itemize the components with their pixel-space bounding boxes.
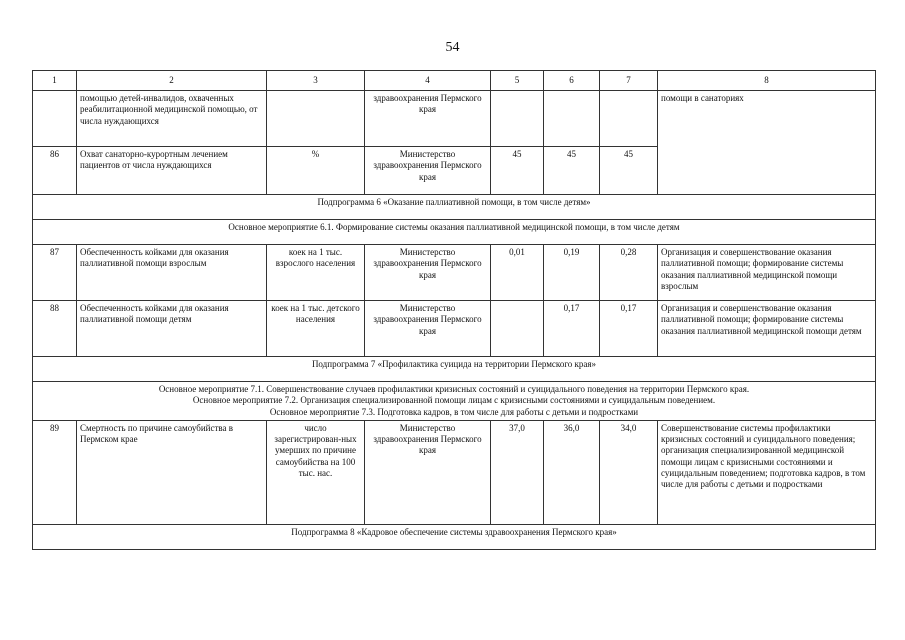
cell-num: 87 [33,245,77,301]
cell-executor: Министерство здравоохранения Пермского края [365,420,491,524]
cell-num: 89 [33,420,77,524]
subprogram-title: Подпрограмма 6 «Оказание паллиативной помощи, в том числе детям» [33,195,876,220]
table-row [33,245,876,301]
measures-block [33,382,876,421]
cell-unit: коек на 1 тыс. детского населения [267,301,365,357]
cell-value: 45 [544,147,600,195]
col-header: 4 [365,71,491,91]
cell-result: помощи в санаториях [658,91,876,195]
cell-value [491,91,544,147]
cell-value [544,91,600,147]
cell-result: Организация и совершенствование оказания паллиативной помощи; формирование системы оказания паллиативной медицинской помощи взрослым [658,245,876,301]
cell-value: 0,17 [544,301,600,357]
cell-unit [267,91,365,147]
cell-value: 0,17 [600,301,658,357]
subprogram-row [33,195,876,220]
page-number: 54 [445,40,460,55]
cell-result: Организация и совершенствование оказания паллиативной помощи; формирование системы оказания паллиативной медицинской помощи детям [658,301,876,357]
cell-name: Обеспеченность койками для оказания паллиативной помощи взрослым [77,245,267,301]
table-row [33,91,876,147]
col-header: 1 [33,71,77,91]
cell-value: 0,28 [600,245,658,301]
col-header: 2 [77,71,267,91]
cell-value [491,301,544,357]
cell-value: 34,0 [600,420,658,524]
cell-unit: % [267,147,365,195]
cell-num: 86 [33,147,77,195]
cell-num [33,91,77,147]
measure-row [33,382,876,421]
cell-result: Совершенствование системы профилактики кризисных состояний и суицидального поведения; организация специализированной медицинской помощи лицам с кризисными состояниями и суицидальным поведением; подготовка кадров, в том числе для работы с детьми и подростками [658,420,876,524]
cell-value: 37,0 [491,420,544,524]
cell-unit: число зарегистрирован-ных умерших по причине самоубийства на 100 тыс. нас. [267,420,365,524]
measure-title: Основное мероприятие 6.1. Формирование системы оказания паллиативной медицинской помощи, в том числе детям [33,220,876,245]
subprogram-title: Подпрограмма 7 «Профилактика суицида на территории Пермского края» [33,357,876,382]
col-header: 7 [600,71,658,91]
col-header: 6 [544,71,600,91]
cell-name: помощью детей-инвалидов, охваченных реабилитационной медицинской помощью, от числа нуждающихся [77,91,267,147]
cell-value: 45 [491,147,544,195]
subprogram-row [33,524,876,549]
cell-unit: коек на 1 тыс. взрослого населения [267,245,365,301]
table-row [33,420,876,524]
table-row [33,301,876,357]
header-row [33,71,876,91]
cell-value [600,91,658,147]
measure-title: Основное мероприятие 7.2. Организация специализированной помощи лицам с кризисными состояниями и суицидальным поведением. [192,395,716,406]
col-header: 5 [491,71,544,91]
subprogram-row [33,357,876,382]
cell-name: Обеспеченность койками для оказания паллиативной помощи детям [77,301,267,357]
cell-name: Охват санаторно-курортным лечением пациентов от числа нуждающихся [77,147,267,195]
cell-value: 45 [600,147,658,195]
measure-title: Основное мероприятие 7.3. Подготовка кадров, в том числе для работы с детьми и подростками [269,406,639,417]
cell-value: 36,0 [544,420,600,524]
cell-value: 0,01 [491,245,544,301]
measure-row [33,220,876,245]
measure-title: Основное мероприятие 7.1. Совершенствование случаев профилактики кризисных состояний и суицидального поведения на территории Пермского края. [158,384,750,394]
subprogram-title: Подпрограмма 8 «Кадровое обеспечение системы здравоохранения Пермского края» [33,524,876,549]
cell-num: 88 [33,301,77,357]
cell-executor: Министерство здравоохранения Пермского края [365,245,491,301]
indicators-table [32,70,876,550]
cell-executor: Министерство здравоохранения Пермского края [365,147,491,195]
cell-executor: здравоохранения Пермского края [365,91,491,147]
cell-name: Смертность по причине самоубийства в Пермском крае [77,420,267,524]
col-header: 3 [267,71,365,91]
cell-value: 0,19 [544,245,600,301]
cell-executor: Министерство здравоохранения Пермского края [365,301,491,357]
col-header: 8 [658,71,876,91]
